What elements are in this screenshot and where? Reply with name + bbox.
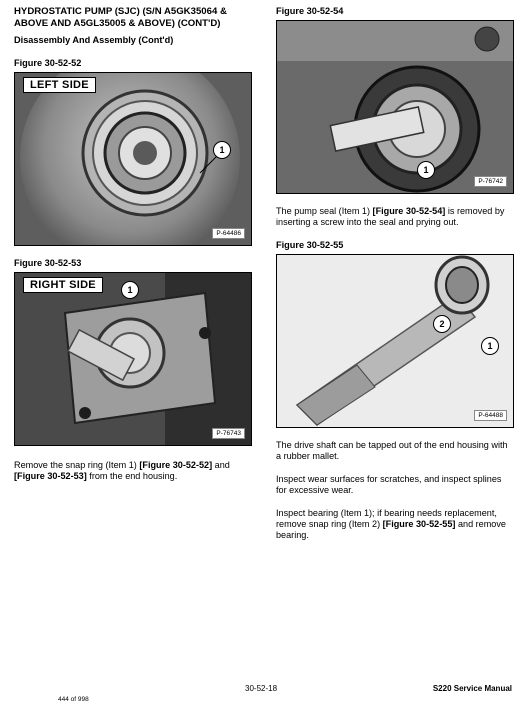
figure-53-photo-number: P-76743	[212, 428, 245, 439]
figure-54-callout-1: 1	[417, 161, 435, 179]
figure-55-callout-2: 2	[433, 315, 451, 333]
figure-53-photo	[14, 272, 252, 446]
bearing-text-1: Inspect bearing (Item 1); if bearing needs replacement, remove snap ring (Item 2)	[276, 508, 497, 530]
figure-53-label: Figure 30-52-53	[14, 258, 82, 268]
figure-52-callout-1: 1	[213, 141, 231, 159]
snap-ring-text-2: and	[212, 460, 230, 470]
figure-55-ref: [Figure 30-52-55]	[382, 519, 456, 530]
figure-53-callout-1: 1	[121, 281, 139, 299]
section-title-line1: HYDROSTATIC PUMP (SJC) (S/N A5GK35064 &	[14, 6, 227, 17]
figure-55-callout-1: 1	[481, 337, 499, 355]
section-title-line2: ABOVE AND A5GL35005 & ABOVE) (CONT'D)	[14, 17, 221, 29]
drive-shaft-paragraph: The drive shaft can be tapped out of the end housing with a rubber mallet.	[276, 440, 508, 462]
pump-seal-paragraph	[276, 206, 512, 228]
bearing-text-2: and remove bearing.	[276, 519, 506, 541]
page-code: 30-52-18	[245, 684, 278, 693]
figure-52-label: Figure 30-52-52	[14, 58, 82, 68]
manual-name: S220 Service Manual	[432, 684, 512, 693]
figure-52-photo-number: P-64486	[212, 228, 245, 239]
figure-53-side-label: RIGHT SIDE	[23, 277, 103, 293]
snap-ring-paragraph	[14, 460, 250, 482]
figure-55-photo-number: P-64488	[474, 410, 507, 421]
figure-54-photo-number: P-76742	[474, 176, 507, 187]
wear-surfaces-paragraph: Inspect wear surfaces for scratches, and inspect splines for excessive wear.	[276, 474, 502, 496]
figure-52-photo	[14, 72, 252, 246]
section-title	[14, 6, 264, 29]
figure-54-ref: [Figure 30-52-54]	[372, 206, 446, 216]
bearing-paragraph	[276, 508, 512, 542]
page-count: 444 of 998	[58, 696, 89, 703]
pump-seal-text-1: The pump seal (Item 1)	[276, 206, 373, 216]
figure-53-ref: [Figure 30-52-53]	[14, 471, 87, 482]
snap-ring-text-3: from the end housing.	[86, 471, 178, 482]
figure-52-side-label: LEFT SIDE	[23, 77, 96, 93]
figure-55-photo	[276, 254, 514, 428]
figure-55-label: Figure 30-52-55	[276, 240, 344, 250]
figure-52-ref: [Figure 30-52-52]	[139, 460, 213, 470]
section-subtitle: Disassembly And Assembly (Cont'd)	[14, 35, 174, 45]
pump-seal-text-2: is removed by inserting a screw into the seal and prying out.	[276, 206, 505, 228]
figure-54-label: Figure 30-52-54	[276, 6, 344, 16]
snap-ring-text-1: Remove the snap ring (Item 1)	[14, 460, 140, 470]
figure-54-photo	[276, 20, 514, 194]
